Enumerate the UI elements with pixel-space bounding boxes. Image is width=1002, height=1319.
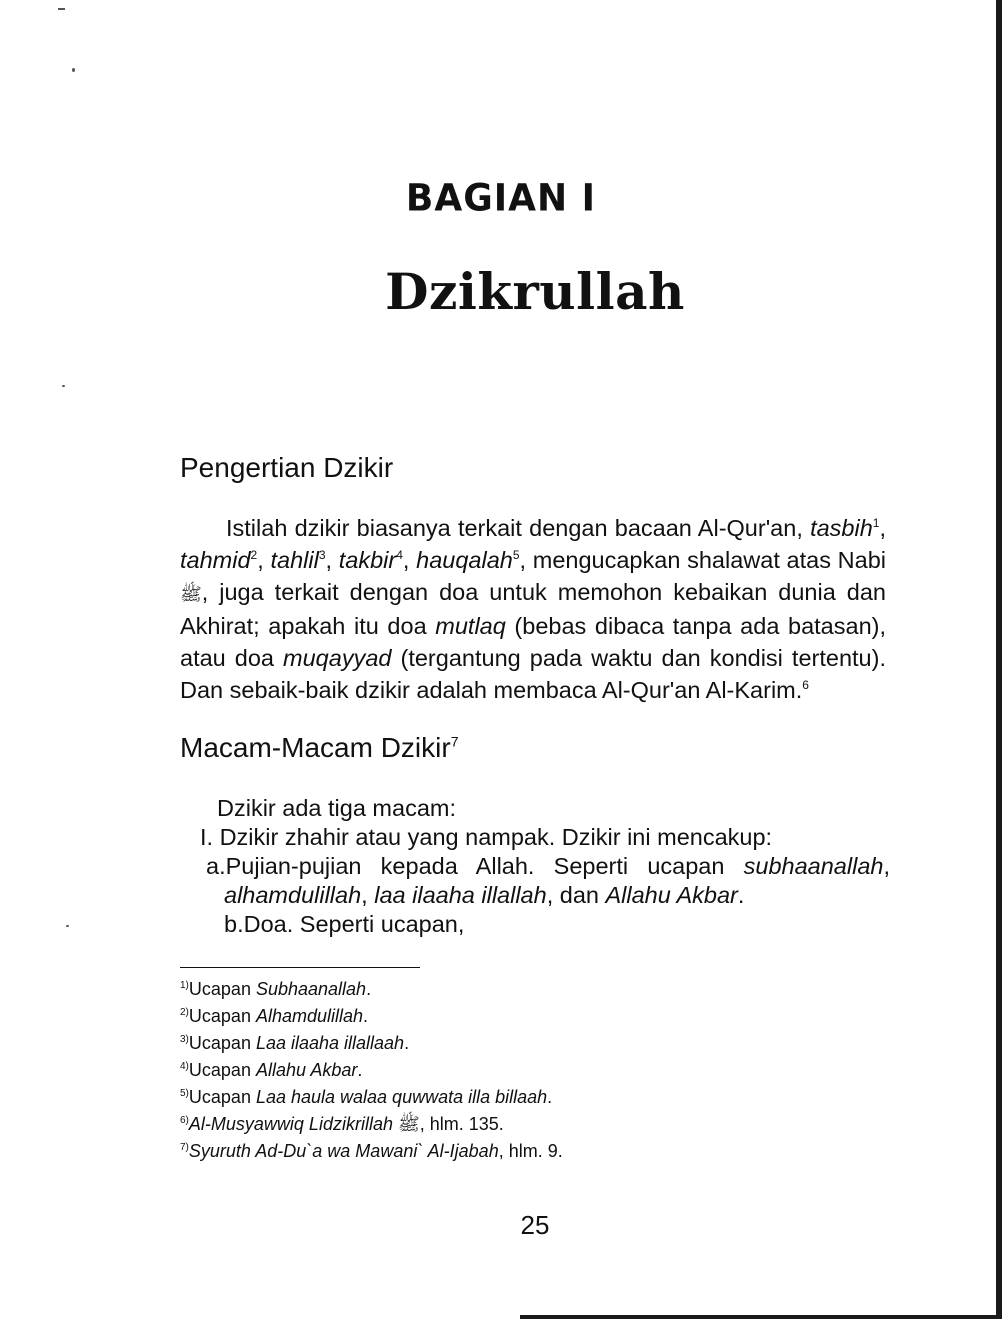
salawat-symbol-icon: ﷺ bbox=[180, 584, 202, 604]
footnote-4 bbox=[180, 1055, 780, 1082]
term-muqayyad: muqayyad bbox=[283, 645, 392, 671]
text-run: (bebas dibaca tanpa ada batasan), atau doa bbox=[180, 613, 886, 671]
footnote-ref-6: 6 bbox=[802, 678, 809, 693]
footnote-italic: Laa ilaaha illallaah bbox=[255, 1033, 405, 1053]
term-subhaanallah: subhaanallah bbox=[743, 853, 884, 879]
footnote-ref-3: 3 bbox=[318, 548, 326, 563]
footnote-text: . bbox=[363, 1006, 369, 1026]
scan-speck bbox=[62, 385, 65, 387]
footnote-text: Ucapan bbox=[188, 1087, 256, 1107]
footnote-text: Ucapan bbox=[188, 1033, 256, 1053]
footnote-1 bbox=[180, 974, 780, 1001]
page-edge-shadow-bottom bbox=[520, 1315, 1002, 1319]
footnote-text: Ucapan bbox=[188, 1060, 256, 1080]
footnote-mark: 3) bbox=[180, 1034, 189, 1045]
scan-speck bbox=[72, 68, 75, 72]
term-tahlil: tahlil bbox=[270, 547, 319, 573]
footnote-italic: Alhamdulillah bbox=[255, 1006, 364, 1026]
footnote-text: . bbox=[404, 1033, 410, 1053]
footnote-text: . bbox=[366, 979, 372, 999]
footnotes bbox=[180, 974, 780, 1163]
footnote-italic: Subhaanallah bbox=[255, 979, 367, 999]
footnote-text: , hlm. 9. bbox=[498, 1141, 563, 1161]
term-tasbih: tasbih bbox=[810, 515, 873, 541]
footnote-mark: 1) bbox=[180, 980, 189, 991]
footnote-text: Ucapan bbox=[188, 1006, 256, 1026]
section-heading-pengertian: Pengertian Dzikir bbox=[180, 452, 394, 483]
page-number: 25 bbox=[520, 1210, 550, 1240]
list-intro: Dzikir ada tiga macam: bbox=[217, 795, 456, 821]
footnote-mark: 4) bbox=[180, 1061, 189, 1072]
footnote-ref-1: 1 bbox=[872, 516, 880, 531]
text-run: , dan bbox=[546, 882, 606, 908]
text-run: . bbox=[737, 882, 745, 908]
footnote-text: ﷺ, hlm. 135. bbox=[392, 1114, 504, 1134]
footnote-text: Ucapan bbox=[188, 979, 256, 999]
footnote-mark: 7) bbox=[180, 1142, 189, 1153]
footnote-ref-7: 7 bbox=[450, 733, 459, 750]
text-run: Istilah dzikir biasanya terkait dengan bacaan Al-Qur'an, bbox=[226, 515, 811, 541]
footnote-ref-2: 2 bbox=[250, 548, 258, 563]
text-run: , bbox=[883, 853, 890, 879]
text-run: , bbox=[257, 547, 271, 573]
footnote-separator bbox=[180, 967, 420, 968]
footnote-text: . bbox=[547, 1087, 553, 1107]
text-run: a.Pujian-pujian kepada Allah. Seperti ucapan bbox=[206, 853, 744, 879]
text-run: , bbox=[325, 547, 339, 573]
footnote-text: . bbox=[357, 1060, 363, 1080]
term-hauqalah: hauqalah bbox=[416, 547, 513, 573]
footnote-6 bbox=[180, 1109, 780, 1136]
footnote-ref-5: 5 bbox=[512, 548, 520, 563]
footnote-5 bbox=[180, 1082, 780, 1109]
term-takbir: takbir bbox=[338, 547, 397, 573]
part-label: BAGIAN I bbox=[405, 176, 597, 221]
footnote-italic: Al-Musyawwiq Lidzikrillah bbox=[188, 1114, 393, 1134]
text-run: , mengucapkan shalawat atas Nabi bbox=[519, 547, 886, 573]
list-item-1: I. Dzikir zhahir atau yang nampak. Dzikir ini mencakup: bbox=[200, 824, 773, 850]
text-run: (tergantung pada waktu dan kondisi tertentu). Dan sebaik-baik dzikir adalah membaca Al-Qur'an Al-Karim. bbox=[180, 645, 886, 703]
section-heading-macam bbox=[180, 732, 458, 764]
footnote-3 bbox=[180, 1028, 780, 1055]
term-allahu-akbar: Allahu Akbar bbox=[605, 882, 738, 908]
text-run: , bbox=[879, 515, 886, 541]
footnote-italic: Allahu Akbar bbox=[255, 1060, 358, 1080]
scan-speck bbox=[66, 925, 69, 927]
footnote-mark: 2) bbox=[180, 1007, 189, 1018]
footnote-7 bbox=[180, 1136, 780, 1163]
body-paragraph bbox=[180, 512, 886, 706]
term-tahmid: tahmid bbox=[180, 547, 251, 573]
term-alhamdulillah: alhamdulillah bbox=[224, 882, 362, 908]
scan-speck bbox=[58, 8, 65, 10]
footnote-ref-4: 4 bbox=[396, 548, 403, 563]
list-item-b: b.Doa. Seperti ucapan, bbox=[224, 911, 465, 937]
term-laa-ilaaha-illallah: laa ilaaha illallah bbox=[374, 882, 547, 908]
chapter-title: Dzikrullah bbox=[385, 262, 685, 321]
footnote-2 bbox=[180, 1001, 780, 1028]
text-run: , juga terkait dengan doa untuk memohon kebaikan dunia dan Akhirat; apakah itu doa bbox=[180, 579, 886, 639]
term-mutlaq: mutlaq bbox=[435, 613, 506, 639]
text-run: , bbox=[402, 547, 417, 573]
text-run: , bbox=[361, 882, 375, 908]
list-item-a bbox=[180, 852, 890, 910]
footnote-italic: Syuruth Ad-Du`a wa Mawani` Al-Ijabah bbox=[188, 1141, 499, 1161]
section-heading-text: Macam-Macam Dzikir bbox=[180, 732, 451, 763]
dzikir-types-list bbox=[180, 794, 890, 939]
footnote-mark: 6) bbox=[180, 1115, 189, 1126]
footnote-italic: Laa haula walaa quwwata illa billaah bbox=[255, 1087, 548, 1107]
footnote-mark: 5) bbox=[180, 1088, 189, 1099]
